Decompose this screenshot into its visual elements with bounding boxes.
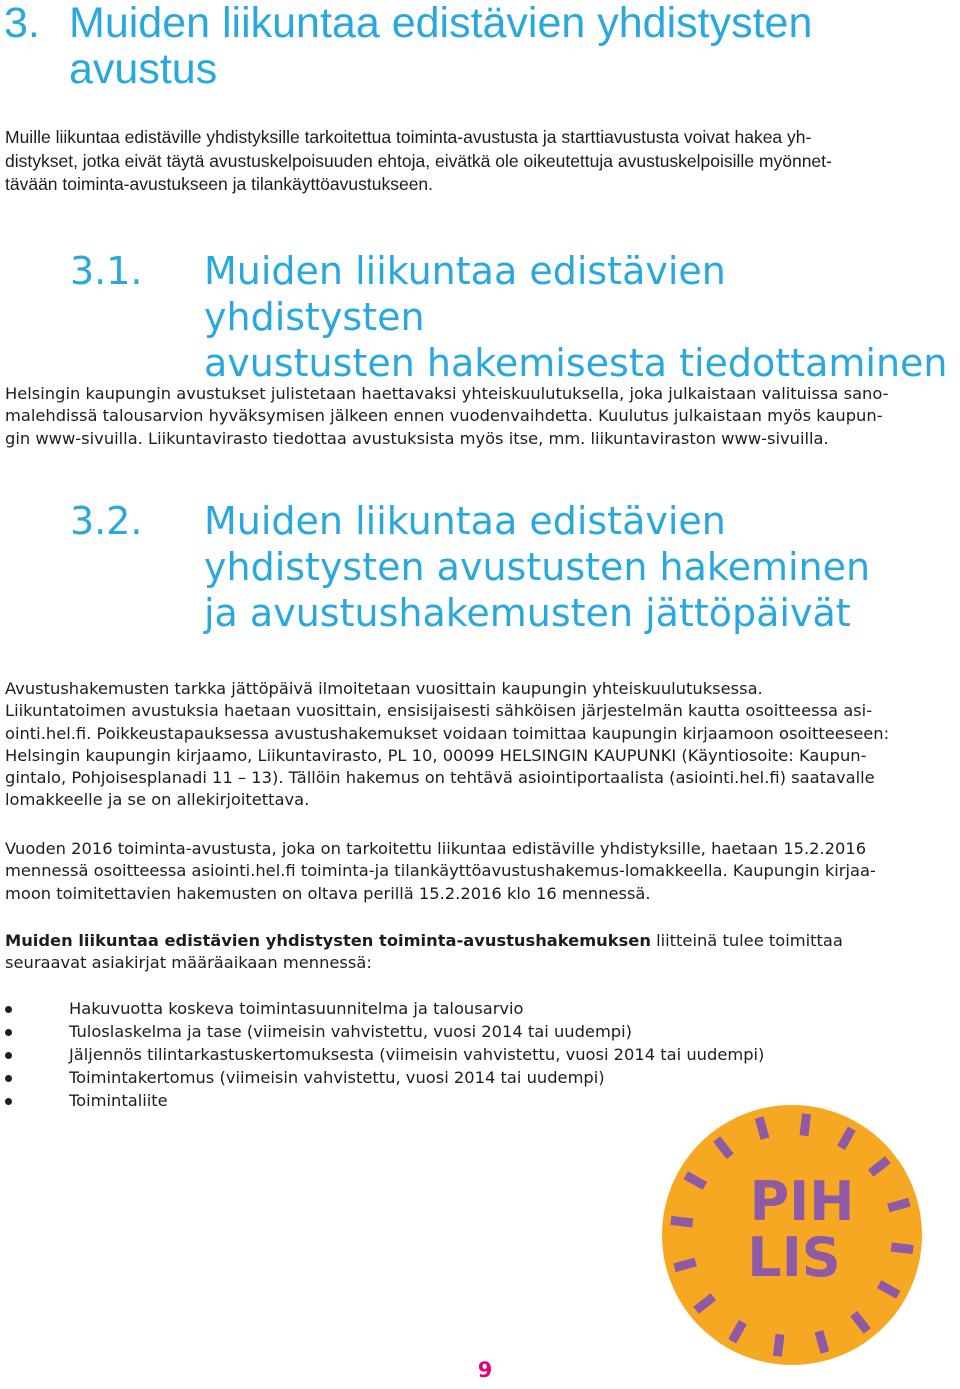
- pihlis-logo: [661, 1104, 923, 1366]
- list-item-label: Jäljennös tilintarkastuskertomuksesta (viimeisin vahvistettu, vuosi 2014 tai uudempi): [69, 1044, 765, 1064]
- paragraph-line: moon toimitettavien hakemusten on oltava perillä 15.2.2016 klo 16 mennessä.: [5, 883, 651, 903]
- list-item: [5, 1021, 905, 1044]
- section-3-2-paragraph-2: [5, 838, 955, 905]
- bullet-icon: [5, 1006, 12, 1013]
- intro-line: distykset, jotka eivät täytä avustuskelpoisuuden ehtoja, eivätkä ole oikeutettuja avustuskelpoisille myönnet-: [5, 150, 832, 171]
- list-item-label: Hakuvuotta koskeva toimintasuunnitelma ja talousarvio: [69, 999, 524, 1018]
- logo-text-line-1: PIH: [749, 1170, 855, 1233]
- paragraph-line: Avustushakemusten tarkka jättöpäivä ilmoitetaan vuosittain kaupungin yhteiskuulutuksessa.: [5, 679, 763, 698]
- section-3-2-heading: [0, 498, 955, 636]
- section-3-2-title-line: Muiden liikuntaa edistävien: [204, 499, 726, 543]
- attachments-line-2: seuraavat asiakirjat määräaikaan mennessä:: [5, 953, 372, 973]
- logo-tick: [888, 1202, 909, 1208]
- intro-line: tävään toiminta-avustukseen ja tilankäyttöavustukseen.: [5, 174, 434, 194]
- section-3-2-title-line: yhdistysten avustusten hakeminen: [204, 545, 871, 589]
- intro-paragraph: [5, 126, 955, 197]
- paragraph-line: Liikuntatoimen avustuksia haetaan vuosittain, ensisijaisesti sähköisen järjestelmän kautta osoitteessa asi-: [5, 701, 873, 721]
- bullet-icon: [5, 1052, 12, 1059]
- logo-tick: [777, 1334, 780, 1356]
- list-item: [5, 1067, 905, 1090]
- logo-tick: [891, 1247, 913, 1250]
- paragraph-line: Helsingin kaupungin avustukset julistetaan haettavaksi yhteiskuulutuksella, joka julkaistaan valituissa sano-: [5, 384, 889, 403]
- paragraph-line: Helsingin kaupungin kirjaamo, Liikuntavirasto, PL 10, 00099 HELSINGIN KAUPUNKI (Käyntiosoite: Kaupun-: [5, 745, 867, 765]
- paragraph-line: malehdissä talousarvion hyväksymisen jälkeen ennen vuodenvaihdetta. Kuulutus julkaistaan myös kaupun-: [5, 406, 883, 426]
- section-3-2-paragraph-1: [5, 678, 955, 812]
- list-item-label: Toimintaliite: [69, 1090, 168, 1110]
- logo-tick: [819, 1331, 825, 1352]
- list-item-label: Toimintakertomus (viimeisin vahvistettu, vuosi 2014 tai uudempi): [69, 1067, 605, 1087]
- bullet-icon: [5, 1098, 12, 1105]
- chapter-title-line-1: Muiden liikuntaa edistävien yhdistysten: [69, 0, 813, 47]
- attachments-rest-text: liitteinä tulee toimittaa: [650, 931, 843, 950]
- list-item-label: Tuloslaskelma ja tase (viimeisin vahvistettu, vuosi 2014 tai uudempi): [69, 1021, 633, 1041]
- section-3-1-title-line: avustusten hakemisesta tiedottaminen: [204, 341, 948, 385]
- attachments-bold-text: Muiden liikuntaa edistävien yhdistysten toiminta-avustushakemuksen: [5, 931, 651, 950]
- section-3-2-title-line: ja avustushakemusten jättöpäivät: [204, 591, 851, 635]
- paragraph-line: Vuoden 2016 toiminta-avustusta, joka on tarkoitettu liikuntaa edistäville yhdistyksille, haetaan 15.2.2016: [5, 839, 867, 858]
- list-item: [5, 998, 905, 1021]
- paragraph-line: mennessä osoitteessa asiointi.hel.fi toiminta-ja tilankäyttöavustushakemus-lomakkeella. Kaupungin kirjaa-: [5, 861, 876, 881]
- logo-tick: [804, 1114, 807, 1136]
- page-number: 9: [477, 1358, 493, 1382]
- logo-tick: [675, 1262, 696, 1268]
- section-3-1-number: 3.1.: [70, 249, 143, 293]
- paragraph-line: lomakkeelle ja se on allekirjoitettava.: [5, 790, 310, 810]
- list-item: [5, 1044, 905, 1067]
- chapter-title-line-2: avustus: [69, 45, 218, 93]
- paragraph-line: gin www-sivuilla. Liikuntavirasto tiedottaa avustuksista myös itse, mm. liikuntaviraston www-sivuilla.: [5, 428, 829, 448]
- logo-tick: [671, 1220, 693, 1223]
- section-3-1-heading: [0, 248, 955, 386]
- paragraph-line: gintalo, Pohjoisesplanadi 11 – 13). Tällöin hakemus on tehtävä asiointiportaalista (asiointi.hel.fi) saatavalle: [5, 768, 875, 788]
- chapter-number: 3.: [4, 0, 40, 47]
- section-3-1-title-line: Muiden liikuntaa edistävien yhdistysten: [204, 249, 726, 339]
- chapter-heading: [0, 0, 940, 92]
- section-3-1-paragraph: [5, 383, 955, 450]
- bullet-icon: [5, 1029, 12, 1036]
- logo-text-line-2: LIS: [747, 1226, 841, 1289]
- paragraph-line: ointi.hel.fi. Poikkeustapauksessa avustushakemukset voidaan toimittaa kaupungin kirjaamoon osoitteeseen:: [5, 723, 890, 743]
- required-documents-list: [5, 998, 905, 1113]
- intro-line: Muille liikuntaa edistäville yhdistyksille tarkoitettua toiminta-avustusta ja starttiavustusta voivat hakea yh-: [5, 127, 812, 147]
- section-3-2-number: 3.2.: [70, 499, 143, 543]
- attachments-intro: [5, 930, 955, 975]
- bullet-icon: [5, 1075, 12, 1082]
- logo-tick: [759, 1118, 765, 1139]
